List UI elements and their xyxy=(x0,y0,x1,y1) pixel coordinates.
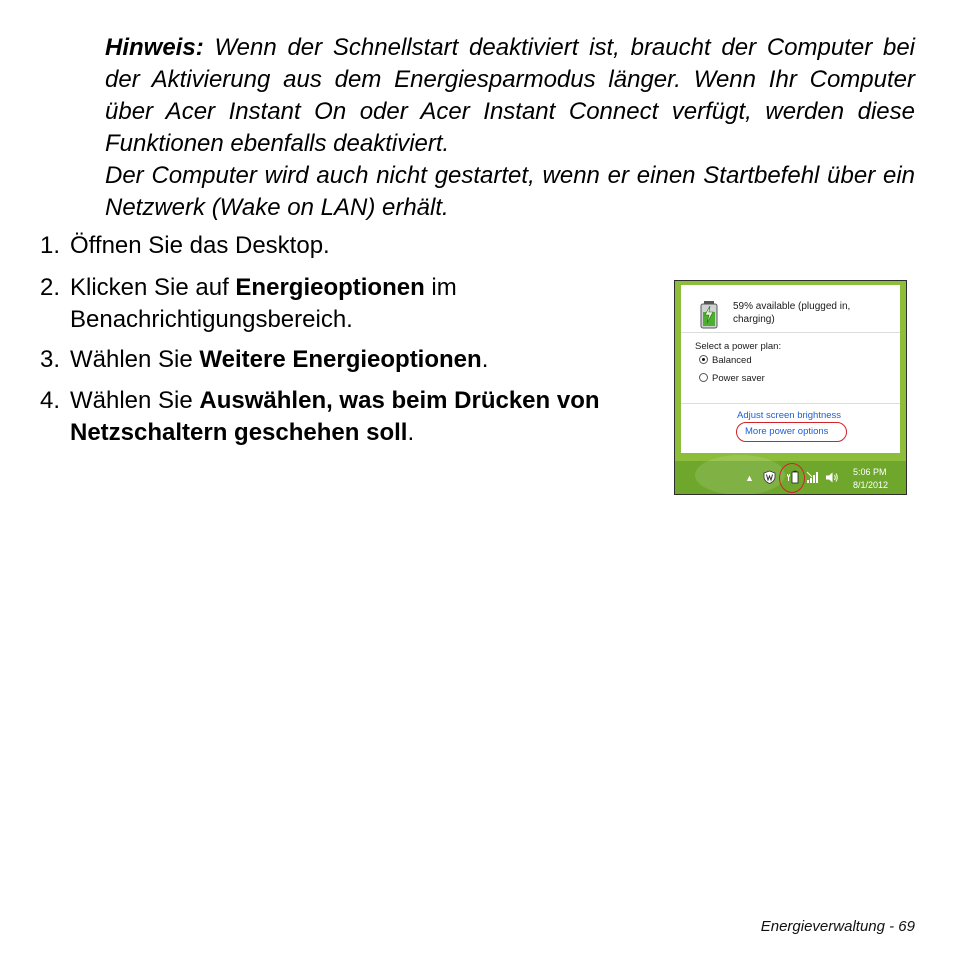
step-number: 4. xyxy=(40,387,61,414)
power-flyout-panel xyxy=(681,285,900,453)
step-number: 3. xyxy=(40,346,61,373)
plan-option-balanced[interactable] xyxy=(699,355,752,367)
plan-option-label: Balanced xyxy=(712,355,752,366)
network-signal-icon[interactable] xyxy=(806,471,820,484)
security-shield-icon[interactable] xyxy=(763,470,776,484)
page-footer: Energieverwaltung - 69 xyxy=(760,918,915,935)
show-hidden-icons-icon[interactable]: ▲ xyxy=(745,473,754,483)
step-number: 1. xyxy=(40,232,61,259)
highlight-circle xyxy=(736,422,847,442)
step-number: 2. xyxy=(40,274,61,301)
adjust-brightness-link[interactable]: Adjust screen brightness xyxy=(737,410,842,421)
power-plan-label: Select a power plan: xyxy=(695,341,782,352)
note-paragraph-2: Der Computer wird auch nicht gestartet, wenn er einen Startbefehl über ein Netzwerk (Wake on LAN) erhält. xyxy=(105,162,915,221)
step-text: Wählen Sie Auswählen, was beim Drücken von Netzschaltern geschehen soll. xyxy=(70,387,600,446)
power-flyout-screenshot xyxy=(674,280,907,495)
battery-charging-icon xyxy=(699,299,719,329)
step-text: Klicken Sie auf Energieoptionen im Benachrichtigungsbereich. xyxy=(70,274,457,333)
step-keyword: Energieoptionen xyxy=(235,274,425,301)
note-paragraph-1 xyxy=(105,32,915,160)
radio-unselected-icon[interactable] xyxy=(699,373,708,382)
note-label: Hinweis: xyxy=(105,34,204,61)
note-block xyxy=(105,32,915,224)
clock-date[interactable]: 8/1/2012 xyxy=(853,480,889,490)
divider xyxy=(681,403,900,404)
radio-selected-icon[interactable] xyxy=(699,355,708,364)
taskbar-tray xyxy=(675,461,906,494)
flyout-frame xyxy=(675,281,906,461)
plan-option-label: Power saver xyxy=(712,373,765,384)
clock-time[interactable]: 5:06 PM xyxy=(853,467,887,477)
battery-status-text: 59% available (plugged in, charging) xyxy=(733,301,851,325)
volume-icon[interactable] xyxy=(825,471,839,484)
highlight-circle xyxy=(779,463,805,493)
step-keyword: Auswählen, was beim Drücken von Netzschaltern geschehen soll xyxy=(70,387,600,446)
plan-option-power-saver[interactable] xyxy=(699,373,765,385)
divider xyxy=(681,332,900,333)
note-text-1: Wenn der Schnellstart deaktiviert ist, braucht der Computer bei der Aktivierung aus dem Energiesparmodus länger. Wenn Ihr Computer über Acer Instant On oder Acer Instant Connect verfügt, werden diese Funktionen ebenfalls deaktiviert. xyxy=(105,34,915,157)
step-text: Wählen Sie Weitere Energieoptionen. xyxy=(70,346,489,373)
step-keyword: Weitere Energieoptionen xyxy=(199,346,482,373)
step-text: Öffnen Sie das Desktop. xyxy=(70,232,330,259)
more-power-options-link[interactable]: More power options xyxy=(745,426,829,437)
